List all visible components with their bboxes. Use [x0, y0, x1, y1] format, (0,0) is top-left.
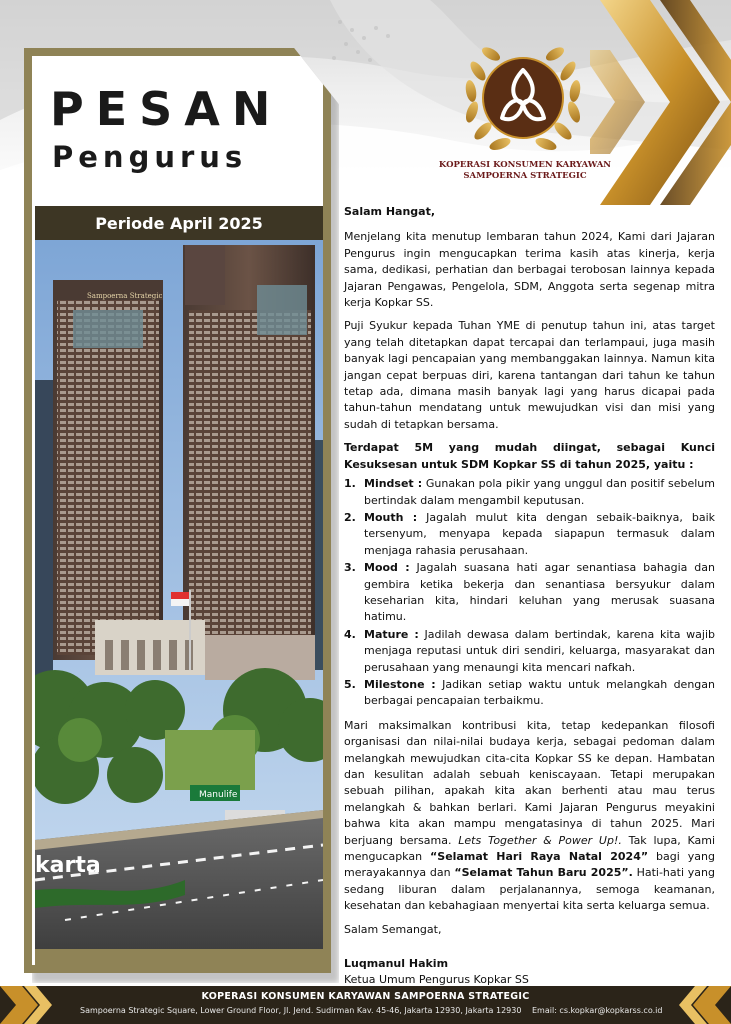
five-m-list: [344, 476, 715, 710]
list-text: Jadilah dewasa dalam bertindak, karena kita wajib menjaga reputasi untuk diri sendiri, keluarga, masyarakat dan perusahaan yang menaungi kita mencari nafkah.: [364, 627, 715, 674]
list-text: Gunakan pola pikir yang unggul dan positif sebelum bertindak dalam mengambil keputusan.: [364, 477, 715, 507]
period-label: Periode April 2025: [95, 213, 263, 233]
five-m-intro: Terdapat 5M yang mudah diingat, sebagai Kunci Kesuksesan untuk SDM Kopkar SS di tahun 2025, yaitu :: [344, 441, 715, 471]
list-number: 5.: [344, 677, 356, 691]
page-subtitle: Pengurus: [52, 140, 248, 174]
signer-name: Luqmanul Hakim: [344, 957, 449, 971]
footer-address: Sampoerna Strategic Square, Lower Ground Floor, Jl. Jend. Sudirman Kav. 45-46, Jakarta 12930, Jakarta 12930: [80, 1006, 522, 1015]
panel-bottom-strip: [35, 949, 323, 965]
list-item: [344, 677, 715, 710]
greeting: Salam Hangat,: [344, 205, 436, 218]
list-term: Mature :: [364, 627, 419, 641]
letter-body: [344, 204, 715, 996]
list-item: [344, 627, 715, 676]
list-term: Mood :: [364, 561, 410, 575]
closing: Salam Semangat,: [344, 922, 442, 936]
street-sign-text: Manulife: [199, 790, 238, 800]
list-number: 3.: [344, 561, 356, 575]
christmas-greeting: “Selamat Hari Raya Natal 2024”: [430, 850, 649, 864]
signer-title: Ketua Umum Pengurus Kopkar SS: [344, 973, 529, 987]
paragraph-3-part-b: Tak lupa, Kami mengucapkan: [344, 833, 716, 864]
logo-text-line2: SAMPOERNA STRATEGIC: [463, 171, 587, 181]
paragraph-3-part-a: Mari maksimalkan kontribusi kita, tetap kedepankan filosofi organisasi dan nilai-nilai budaya kerja, sebagai pedoman dalam melangkah mewujudkan cita-cita Kopkar SS ke depan. Hambatan dan kesulitan adalah sebuah keniscayaan. Tetapi merupakan sebuah pilihan, apakah kita akan berhenti atau mau terus melangkah & bahkan berlari. Kami Jajaran Pengurus meyakini bahwa kita akan mampu mengatasinya di tahun 2025. Mari berjuang bersama.: [344, 718, 715, 847]
paragraph-3: [344, 718, 715, 915]
logo-text: [420, 160, 630, 182]
period-banner: [35, 206, 323, 240]
page-title: PESAN: [50, 82, 283, 136]
list-text: Jadikan setiap waktu untuk melangkah dengan berbagai pencapaian terbaikmu.: [364, 677, 715, 708]
ground-letters: karta: [35, 853, 101, 878]
new-year-greeting: “Selamat Tahun Baru 2025”.: [454, 866, 633, 880]
list-item: [344, 476, 715, 509]
paragraph-2: Puji Syukur kepada Tuhan YME di penutup tahun ini, atas target yang telah ditetapkan dapat tercapai dan terlampaui, juga masih banyak lagi pencapaian yang membanggakan lainnya. Namun kita jangan cepat berpuas diri, karena tantangan dari tahun ke tahun tetap ada, dimana masih banyak lagi yang harus dicapai pada tahun-tahun mendatang untuk mewujudkan visi dan misi yang sudah di tetapkan bersama.: [344, 319, 715, 431]
footer-org-name: KOPERASI KONSUMEN KARYAWAN SAMPOERNA STRATEGIC: [201, 991, 530, 1002]
list-number: 4.: [344, 627, 356, 641]
wreath-emblem-icon: [458, 36, 588, 158]
paragraph-3-part-c: bagi yang merayakannya dan: [344, 850, 715, 880]
building-photo: [35, 240, 323, 949]
list-item: [344, 510, 715, 559]
tower-sign: Sampoerna Strategic: [87, 292, 163, 300]
list-term: Mindset :: [364, 477, 423, 491]
list-text: Jagalah mulut kita dengan sebaik-baiknya, baik tersenyum, menyapa kepada siapapun termasuk dalam menjaga rahasia perusahaan.: [364, 510, 716, 557]
list-term: Milestone :: [364, 677, 436, 691]
list-number: 2.: [344, 510, 356, 524]
list-term: Mouth :: [364, 510, 418, 524]
footer-email: Email: cs.kopkar@kopkarss.co.id: [532, 1006, 663, 1015]
slogan: Lets Together & Power Up!.: [458, 833, 622, 847]
building-illustration: [35, 240, 323, 949]
logo-text-line1: KOPERASI KONSUMEN KARYAWAN: [438, 160, 612, 170]
list-text: Jagalah suasana hati agar senantiasa bahagia dan gembira ketika bekerja dan senantiasa bersyukur dalam keseharian kita, hindari keluhan yang merusak suasana hatimu.: [364, 561, 715, 624]
list-item: [344, 560, 715, 626]
list-number: 1.: [344, 477, 356, 491]
paragraph-3-part-d: Hati-hati yang sedang liburan dalam perjalanannya, semoga keamanan, kesehatan dan kebahagiaan menyertai kita serta keluarga semua.: [344, 866, 716, 913]
paragraph-1: Menjelang kita menutup lembaran tahun 2024, Kami dari Jajaran Pengurus ingin mengucapkan terima kasih atas kinerja, kerja sama, dedikasi, perhatian dan berbagai terobosan lainnya kepada Jajaran Pengawas, Pengelola, SDM, Anggota serta segenap mitra kerja Kopkar SS.: [344, 230, 715, 310]
